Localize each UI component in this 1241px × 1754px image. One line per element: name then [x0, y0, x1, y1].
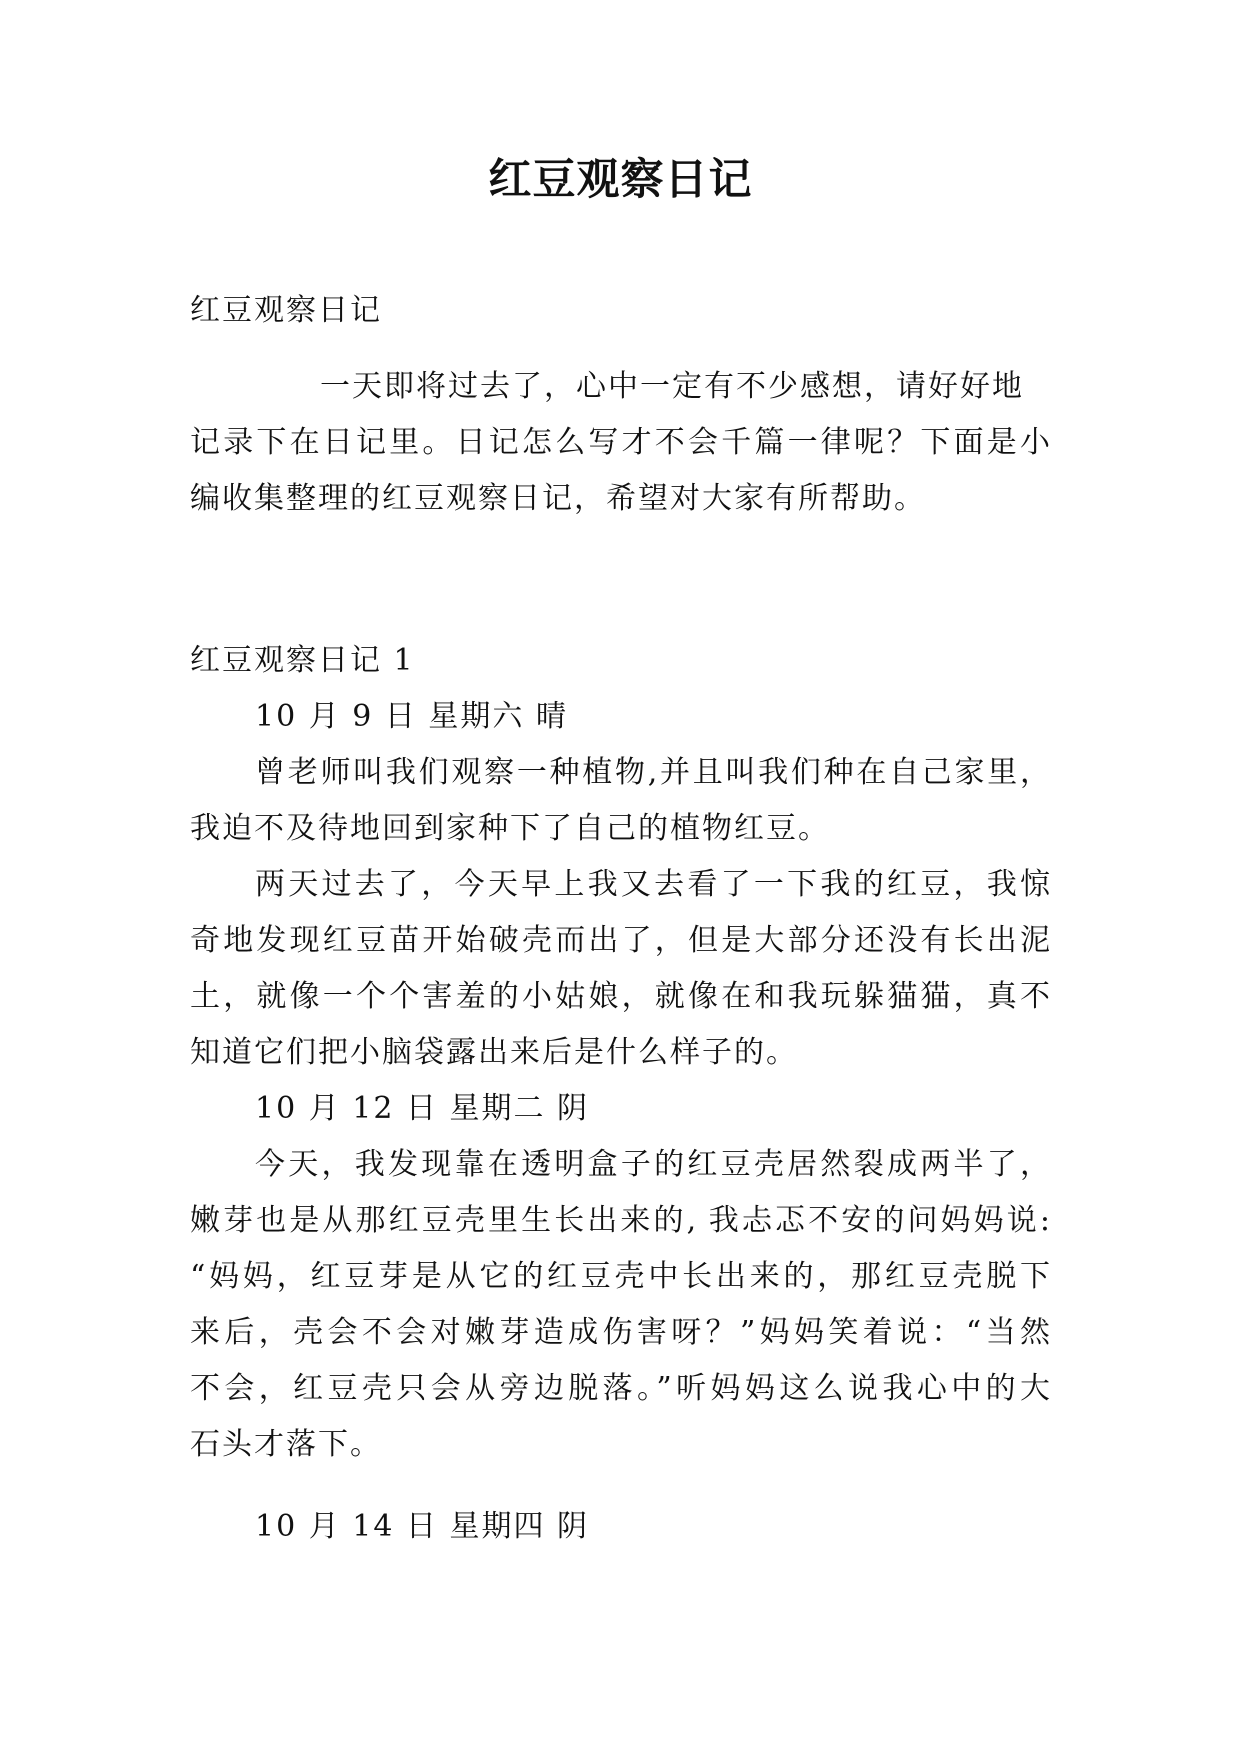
document-title: 红豆观察日记	[488, 155, 753, 205]
entry-date-3: 10 月 14 日 星期四 阴	[255, 1509, 590, 1544]
entry-date-1: 10 月 9 日 星期六 晴	[255, 699, 568, 734]
intro-line-3: 编收集整理的红豆观察日记，希望对大家有所帮助。	[190, 481, 926, 516]
paragraph-line: 我迫不及待地回到家种下了自己的植物红豆。	[190, 811, 830, 846]
paragraph-line: 嫩芽也是从那红豆壳里生长出来的, 我忐忑不安的问妈妈说:	[190, 1203, 1050, 1238]
paragraph-line: 两天过去了，今天早上我又去看了一下我的红豆，我惊	[255, 867, 1050, 902]
paragraph-line: 知道它们把小脑袋露出来后是什么样子的。	[190, 1035, 798, 1070]
paragraph-line: 奇地发现红豆苗开始破壳而出了，但是大部分还没有长出泥	[190, 923, 1050, 958]
document-subtitle: 红豆观察日记	[190, 293, 382, 328]
paragraph-line: 土，就像一个个害羞的小姑娘，就像在和我玩躲猫猫，真不	[190, 979, 1050, 1014]
paragraph-line: “妈妈，红豆芽是从它的红豆壳中长出来的，那红豆壳脱下	[190, 1259, 1050, 1294]
entry-date-2: 10 月 12 日 星期二 阴	[255, 1091, 590, 1126]
intro-line-2: 记录下在日记里。日记怎么写才不会千篇一律呢？下面是小	[190, 425, 1050, 460]
paragraph-line: 不会，红豆壳只会从旁边脱落。”听妈妈这么说我心中的大	[190, 1371, 1050, 1406]
paragraph-line: 石头才落下。	[190, 1427, 382, 1462]
section-heading: 红豆观察日记 1	[190, 643, 415, 678]
paragraph-line: 来后，壳会不会对嫩芽造成伤害呀？”妈妈笑着说：“当然	[190, 1315, 1050, 1350]
intro-line-1: 一天即将过去了，心中一定有不少感想，请好好地	[320, 369, 1024, 404]
paragraph-line: 今天，我发现靠在透明盒子的红豆壳居然裂成两半了，	[255, 1147, 1050, 1182]
paragraph-line: 曾老师叫我们观察一种植物,并且叫我们种在自己家里，	[255, 755, 1050, 790]
